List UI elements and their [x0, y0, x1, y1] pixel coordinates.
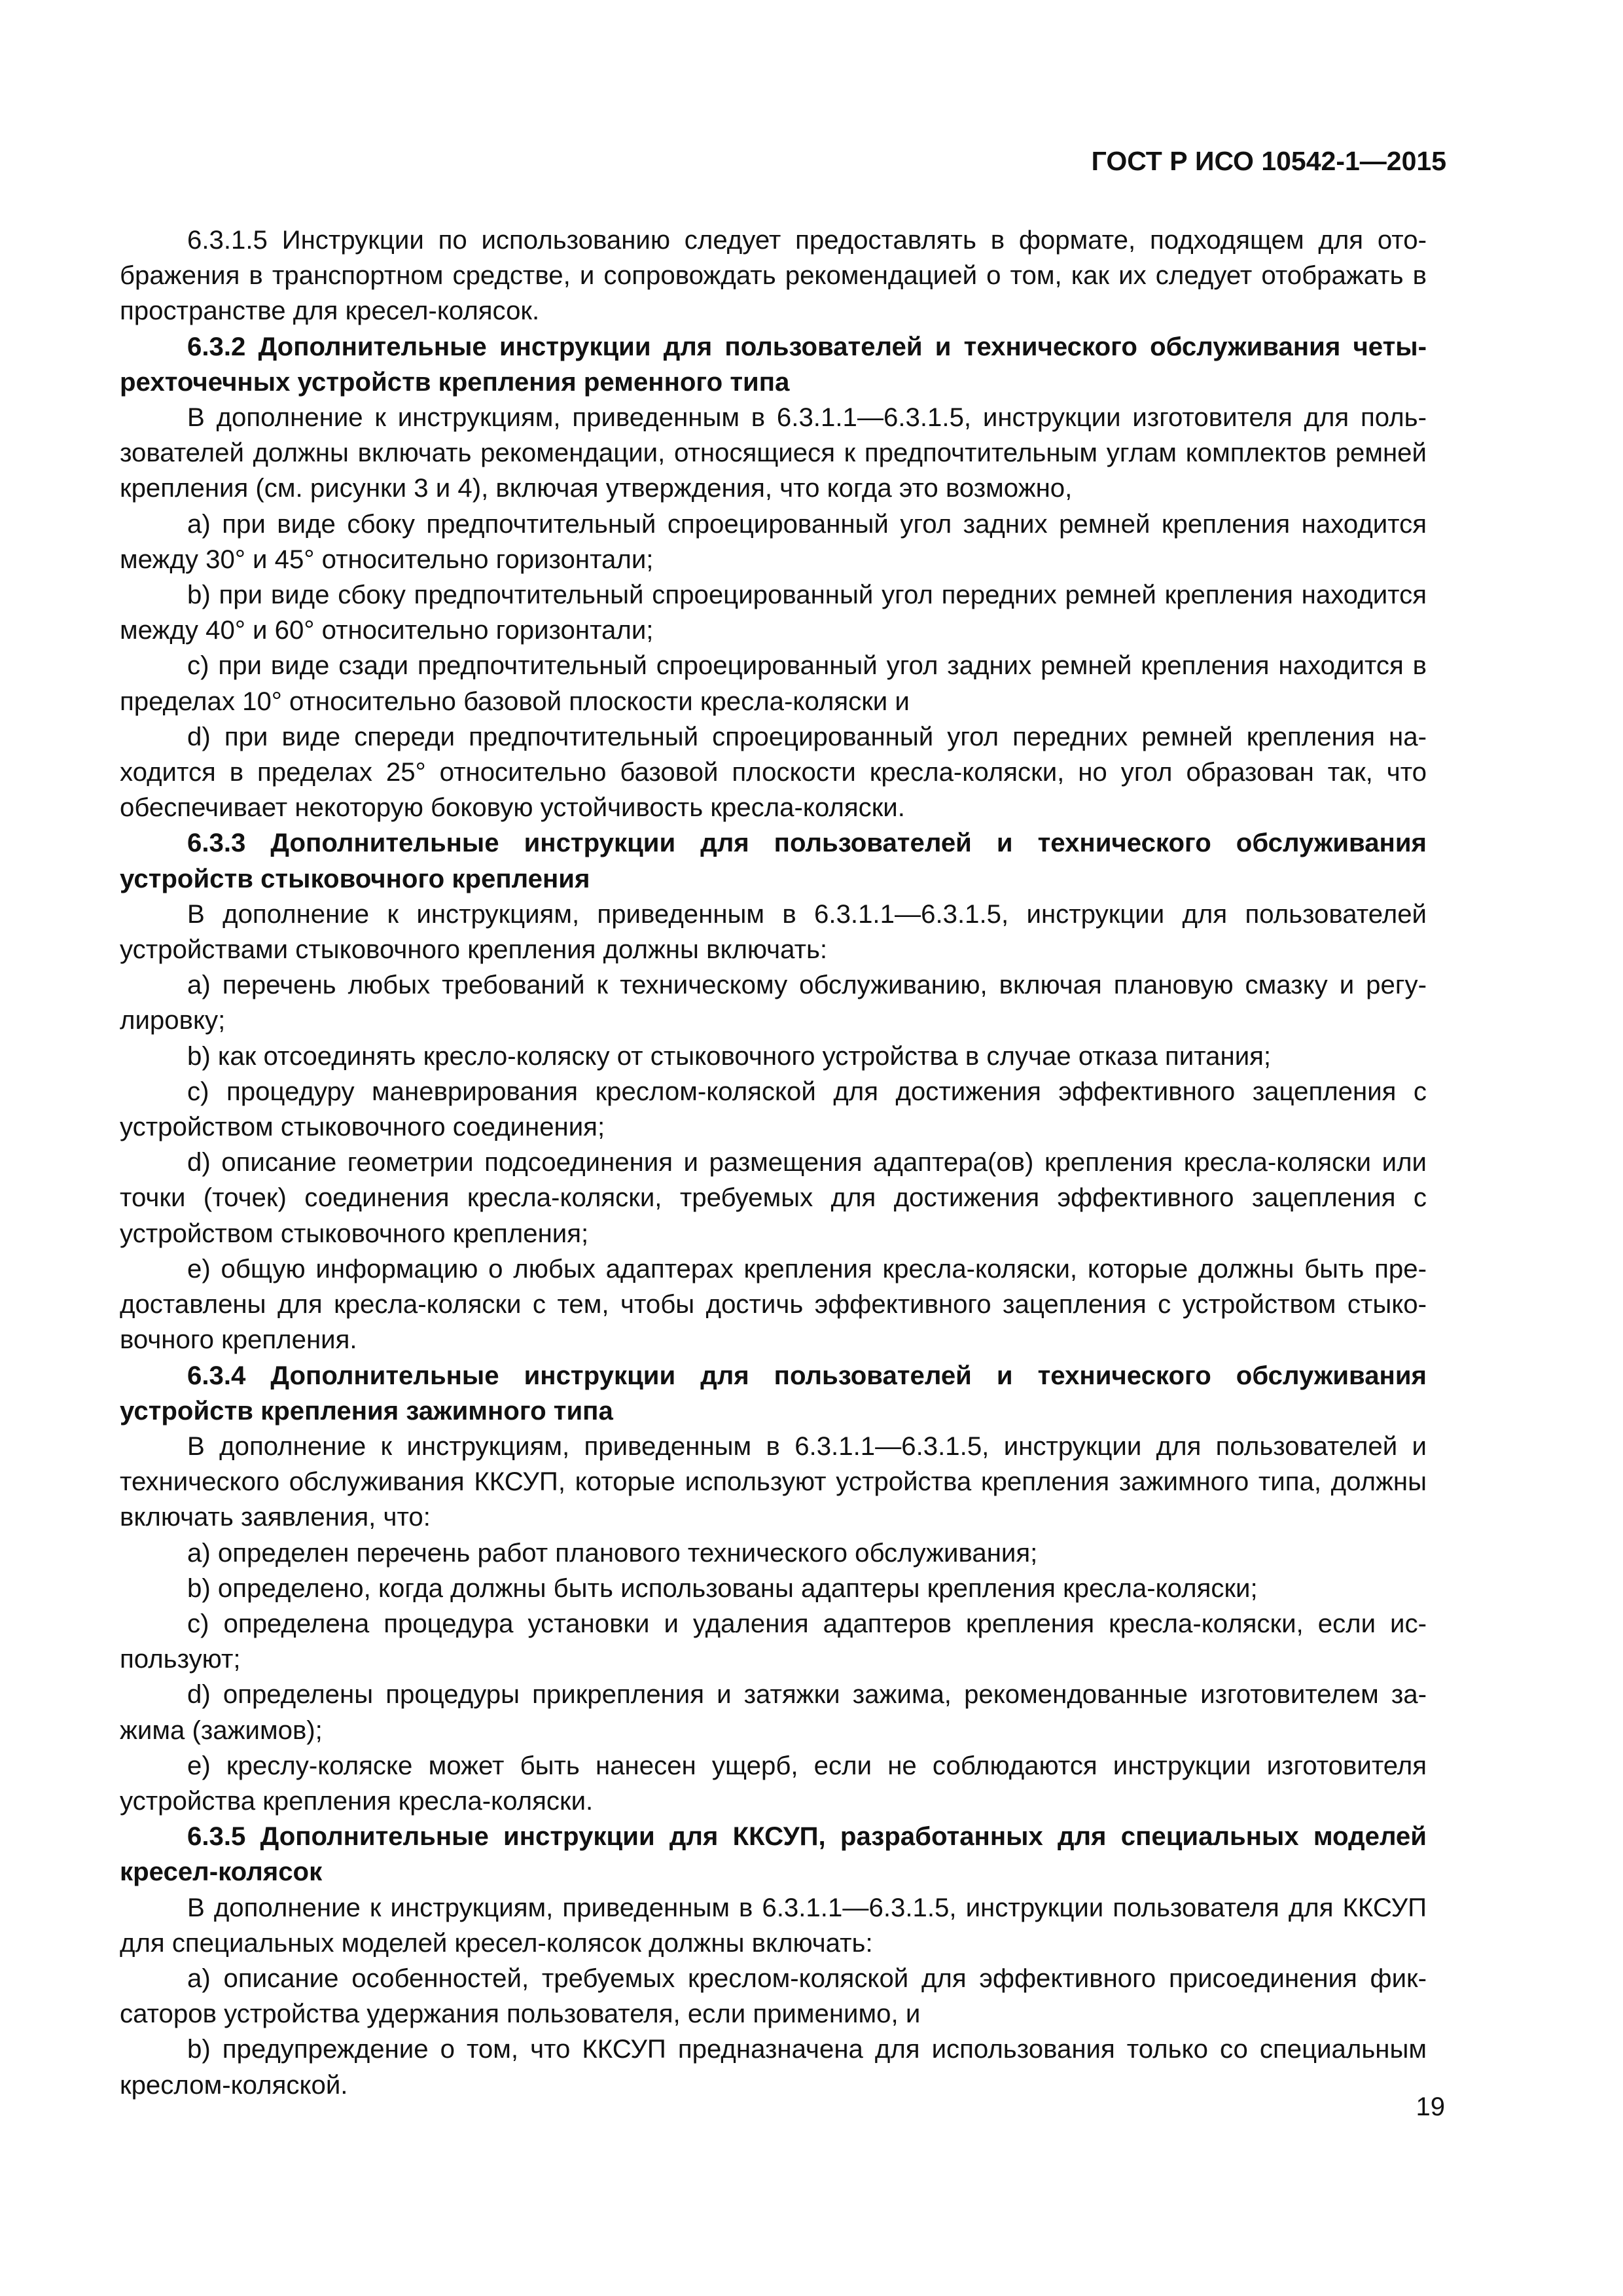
paragraph-6-3-5-intro: В дополнение к инструкциям, приведенным в 6.3.1.1—6.3.1.5, инструкции пользователя для ККСУП для специальных моделей кресел-колясок должны включать:: [120, 1892, 1427, 1958]
heading-6-3-3: 6.3.3 Дополнительные инструкции для пользователей и технического обслуживания устройств стыковочного крепления: [120, 828, 1427, 893]
paragraph-6-3-1-5: 6.3.1.5 Инструкции по использованию следует предоставлять в формате, подходящем для отображения в транспортном средстве, и сопровождать рекомендацией о том, как их следует отображать в пространстве для кресел-колясок.: [120, 225, 1427, 326]
list-item-6-3-2-a: a) при виде сбоку предпочтительный спроецированный угол задних ремней крепления находится между 30° и 45° относительно горизонтали;: [120, 509, 1427, 574]
list-item-6-3-4-e: e) креслу-коляске может быть нанесен ущерб, если не соблюдаются инструкции изготовителя устройства крепления кресла-коляски.: [120, 1750, 1427, 1816]
document-code-header: ГОСТ Р ИСО 10542-1—2015: [1091, 146, 1446, 176]
list-item-6-3-3-d: d) описание геометрии подсоединения и размещения адаптера(ов) крепления кресла-коляски или точки (точек) соединения кресла-коляски, требуемых для достижения эффективного зацепления с устройством стыковочного крепления;: [120, 1147, 1427, 1248]
list-item-6-3-2-c: c) при виде сзади предпочтительный спроецированный угол задних ремней крепления находится в пределах 10° относительно базовой плоскости кресла-коляски и: [120, 651, 1427, 716]
heading-6-3-5: 6.3.5 Дополнительные инструкции для ККСУП, разработанных для специальных моделей кресел-колясок: [120, 1821, 1427, 1887]
list-item-6-3-5-b: b) предупреждение о том, что ККСУП предназначена для использования только со специальным креслом-коляской.: [120, 2034, 1427, 2100]
paragraph-6-3-4-intro: В дополнение к инструкциям, приведенным в 6.3.1.1—6.3.1.5, инструкции для пользователей и технического обслуживания ККСУП, которые используют устройства крепления зажимного типа, должны включать заявления, что:: [120, 1431, 1427, 1532]
heading-6-3-4: 6.3.4 Дополнительные инструкции для пользователей и технического обслуживания устройств крепления зажимного типа: [120, 1360, 1427, 1426]
list-item-6-3-2-b: b) при виде сбоку предпочтительный спроецированный угол передних ремней крепления находится между 40° и 60° относительно горизонтали;: [120, 580, 1427, 645]
page-number: 19: [1416, 2092, 1445, 2121]
list-item-6-3-3-c: c) процедуру маневрирования креслом-коляской для достижения эффективного зацепления с устройством стыковочного соединения;: [120, 1076, 1427, 1142]
list-item-6-3-3-e: e) общую информацию о любых адаптерах крепления кресла-коляски, которые должны быть предоставлены для кресла-коляски с тем, чтобы достичь эффективного зацепления с устройством стыковочного крепления.: [120, 1253, 1427, 1355]
paragraph-6-3-2-intro: В дополнение к инструкциям, приведенным в 6.3.1.1—6.3.1.5, инструкции изготовителя для пользователей должны включать рекомендации, относящиеся к предпочтительным углам комплектов ремней крепления (см. рисунки 3 и 4), включая утверждения, что когда это возможно,: [120, 403, 1427, 503]
document-body: [120, 223, 1427, 2103]
list-item-6-3-4-b: b) определено, когда должны быть использованы адаптеры крепления кресла-коляски;: [187, 1573, 1258, 1603]
list-item-6-3-3-b: b) как отсоединять кресло-коляску от стыковочного устройства в случае отказа питания;: [187, 1041, 1272, 1071]
list-item-6-3-4-c: c) определена процедура установки и удаления адаптеров крепления кресла-коляски, если используют;: [120, 1608, 1427, 1674]
list-item-6-3-2-d: d) при виде спереди предпочтительный спроецированный угол передних ремней крепления находится в пределах 25° относительно базовой плоскости кресла-коляски, но угол образован так, что обеспечивает некоторую боковую устойчивость кресла-коляски.: [120, 721, 1427, 823]
heading-6-3-2: 6.3.2 Дополнительные инструкции для пользователей и технического обслуживания четырехточечных устройств крепления ременного типа: [120, 331, 1427, 397]
list-item-6-3-4-d: d) определены процедуры прикрепления и затяжки зажима, рекомендованные изготовителем зажима (зажимов);: [120, 1679, 1427, 1745]
list-item-6-3-4-a: a) определен перечень работ планового технического обслуживания;: [187, 1537, 1038, 1568]
paragraph-6-3-3-intro: В дополнение к инструкциям, приведенным в 6.3.1.1—6.3.1.5, инструкции для пользователей устройствами стыковочного крепления должны включать:: [120, 899, 1427, 965]
list-item-6-3-3-a: a) перечень любых требований к техническому обслуживанию, включая плановую смазку и регулировку;: [120, 970, 1427, 1035]
list-item-6-3-5-a: a) описание особенностей, требуемых креслом-коляской для эффективного присоединения фиксаторов устройства удержания пользователя, если применимо, и: [120, 1963, 1427, 2029]
